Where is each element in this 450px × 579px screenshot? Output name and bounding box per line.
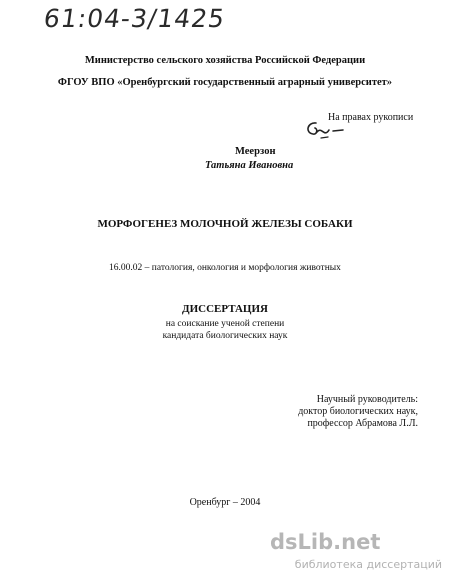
rights-note: На правах рукописи bbox=[328, 112, 414, 123]
degree-line-2: кандидата биологических наук bbox=[162, 331, 288, 341]
university-heading: ФГОУ ВПО «Оренбургский государственный аграрный университет» bbox=[57, 77, 393, 88]
ministry-heading: Министерство сельского хозяйства Российской Федерации bbox=[84, 55, 366, 66]
supervisor-label: Научный руководитель: bbox=[316, 394, 418, 405]
watermark bbox=[270, 530, 450, 579]
supervisor-block bbox=[298, 394, 418, 430]
watermark-tagline: библиотека диссертаций bbox=[294, 558, 442, 571]
specialty-code: 16.00.02 – патология, онкология и морфология животных bbox=[109, 263, 341, 273]
signature-icon bbox=[302, 118, 346, 142]
place-and-year: Оренбург – 2004 bbox=[189, 497, 261, 508]
degree-line-1: на соискание ученой степени bbox=[165, 319, 285, 329]
author-given-names: Татьяна Ивановна bbox=[205, 160, 294, 171]
handwritten-archive-code: 61:04-3/1425 bbox=[41, 4, 228, 33]
author-surname: Меерзон bbox=[235, 146, 276, 157]
dissertation-title: МОРФОГЕНЕЗ МОЛОЧНОЙ ЖЕЛЕЗЫ СОБАКИ bbox=[97, 218, 353, 230]
supervisor-degree: доктор биологических наук, bbox=[298, 406, 418, 417]
document-type: ДИССЕРТАЦИЯ bbox=[182, 303, 268, 315]
supervisor-name: профессор Абрамова Л.Л. bbox=[307, 418, 418, 429]
watermark-logo: dsLib.net bbox=[270, 530, 381, 554]
